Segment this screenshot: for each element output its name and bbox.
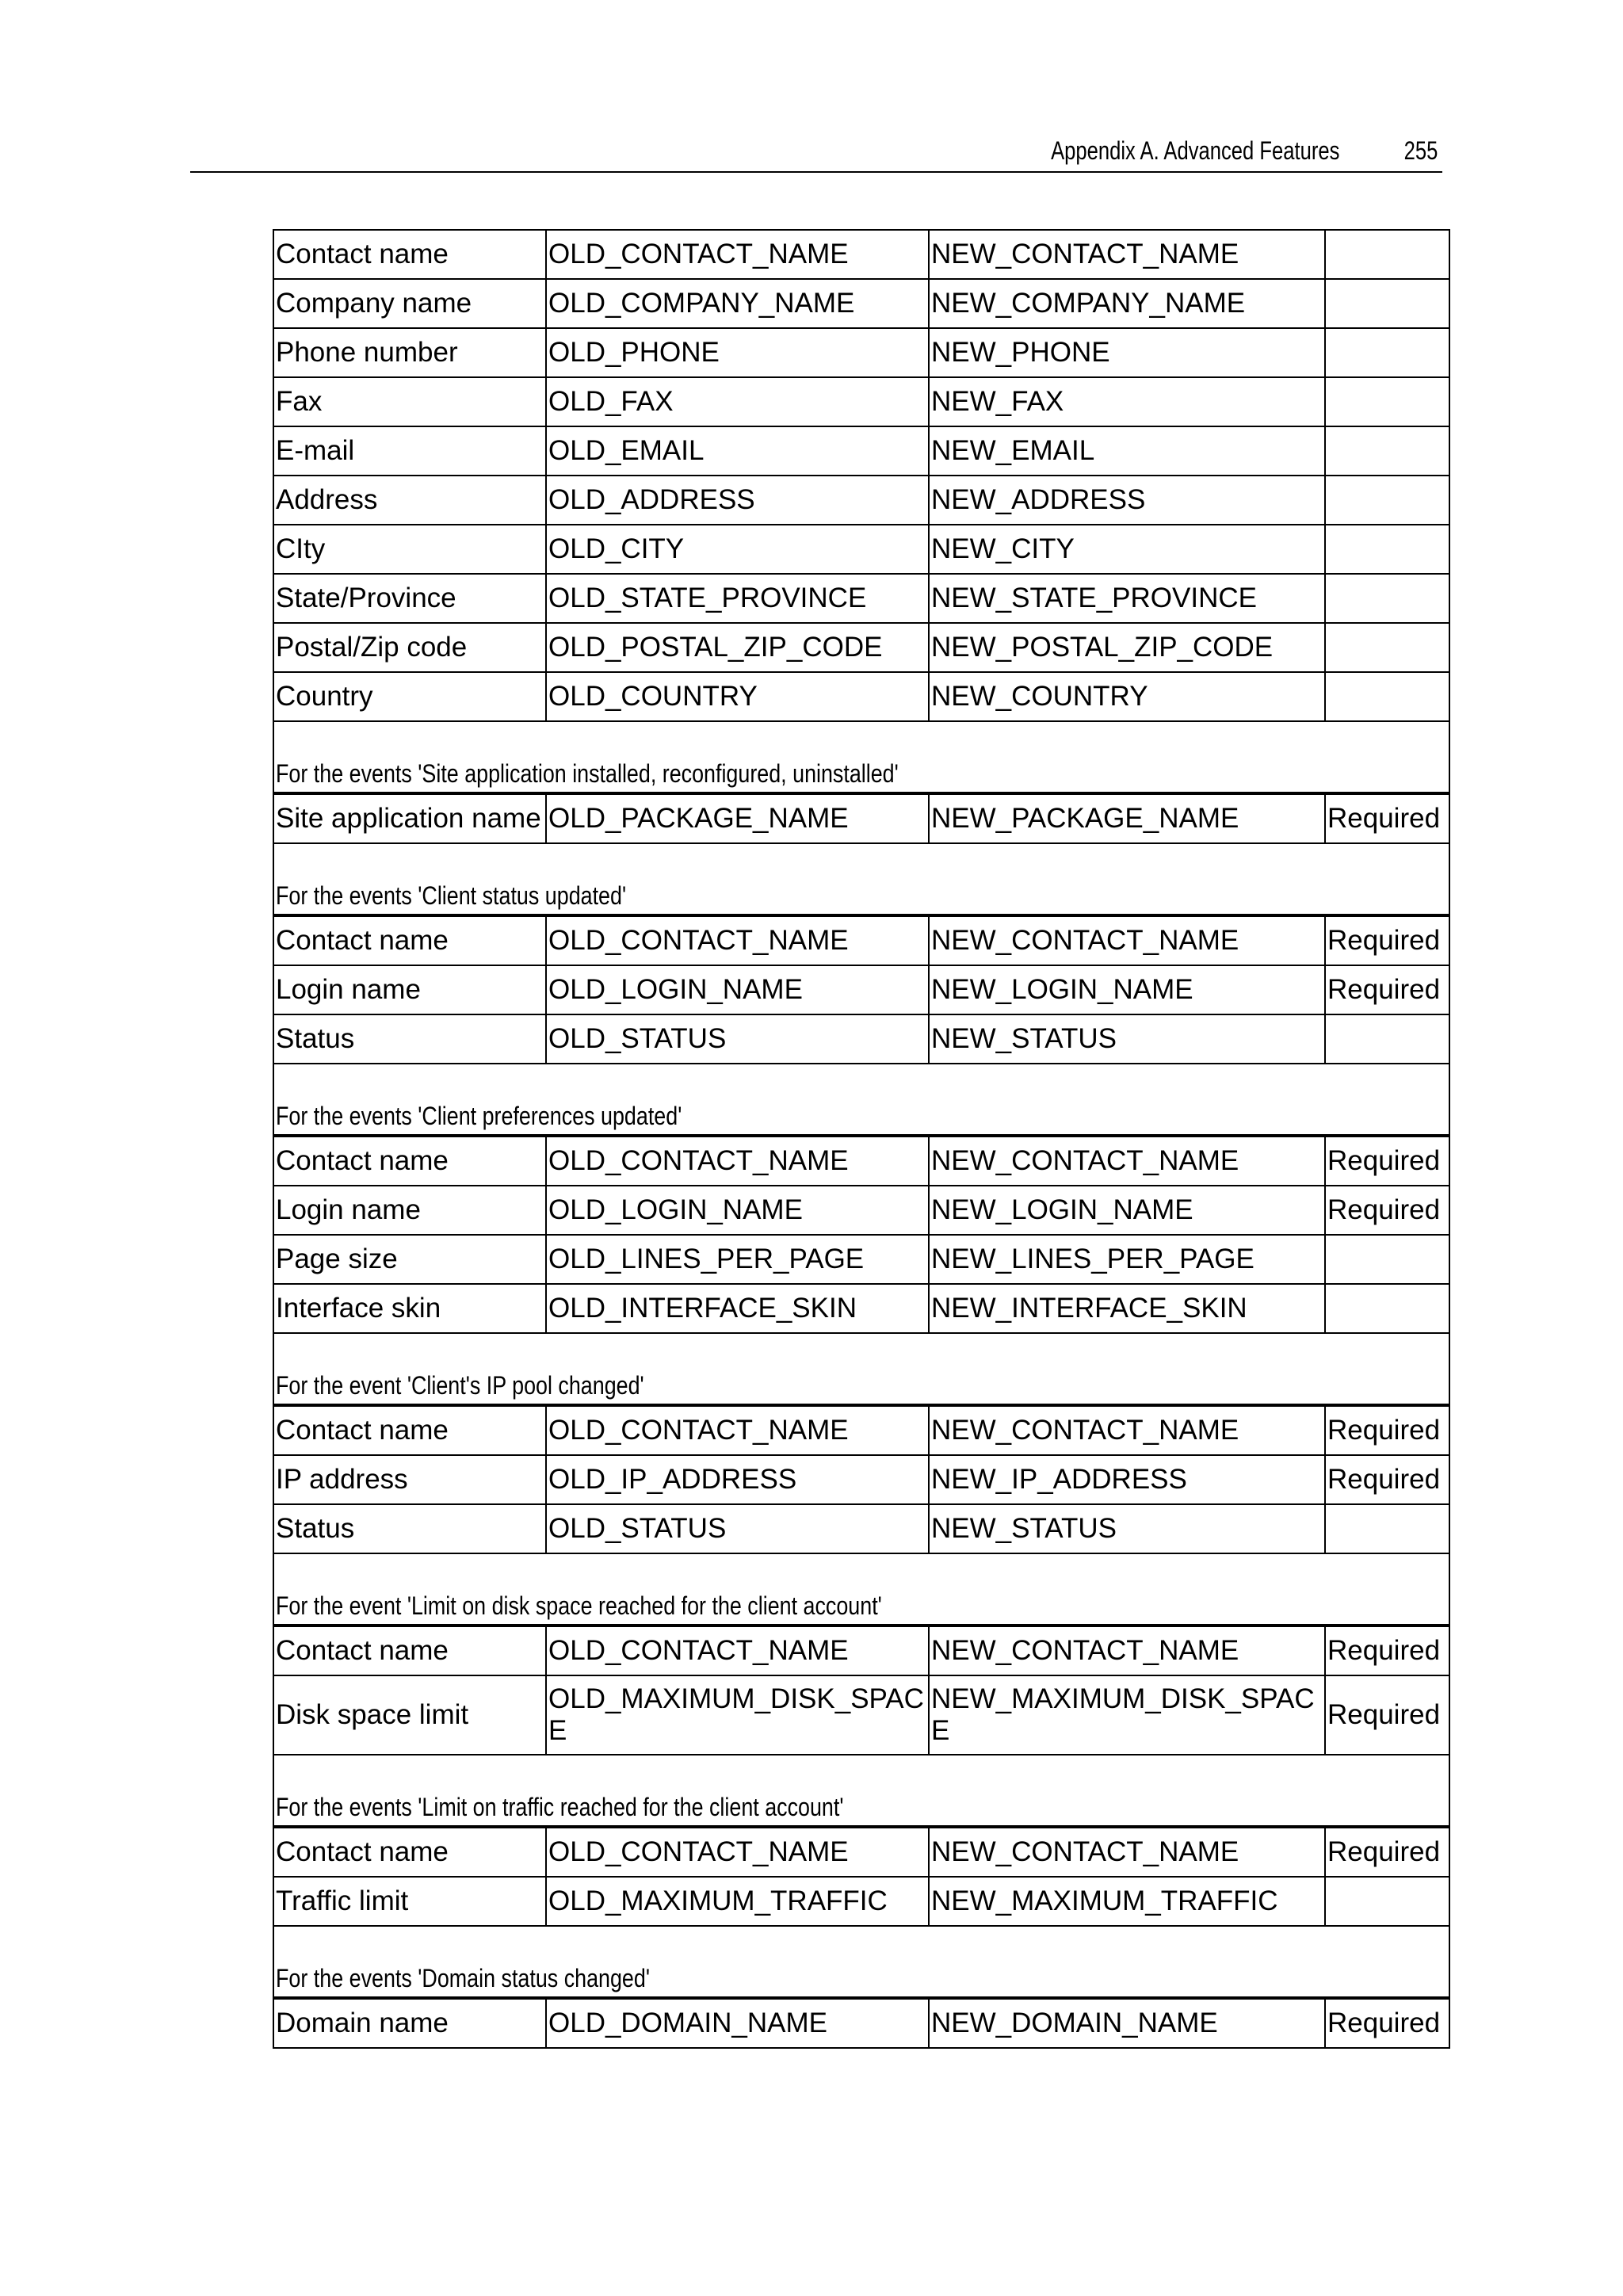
section-heading: For the events 'Site application installed, reconfigured, uninstalled' bbox=[276, 759, 899, 788]
section-heading: For the events 'Client status updated' bbox=[276, 881, 627, 910]
old-variable-cell: OLD_CONTACT_NAME bbox=[546, 915, 929, 965]
old-variable-cell: OLD_COUNTRY bbox=[546, 672, 929, 721]
required-cell bbox=[1325, 426, 1449, 476]
new-variable-cell: NEW_MAXIMUM_DISK_SPACE bbox=[929, 1675, 1325, 1755]
old-variable-cell: OLD_POSTAL_ZIP_CODE bbox=[546, 623, 929, 672]
new-variable-cell: NEW_LINES_PER_PAGE bbox=[929, 1235, 1325, 1284]
table-row bbox=[273, 1014, 1449, 1064]
field-label-cell: State/Province bbox=[273, 574, 546, 623]
field-label-cell: Contact name bbox=[273, 1405, 546, 1455]
new-variable-cell: NEW_INTERFACE_SKIN bbox=[929, 1284, 1325, 1333]
field-label-cell: E-mail bbox=[273, 426, 546, 476]
table-row bbox=[273, 965, 1449, 1014]
field-label-cell: Disk space limit bbox=[273, 1675, 546, 1755]
table-row bbox=[273, 377, 1449, 426]
required-cell: Required bbox=[1325, 1455, 1449, 1504]
parameter-table-body bbox=[273, 230, 1449, 2048]
table-row bbox=[273, 793, 1449, 843]
required-cell: Required bbox=[1325, 1136, 1449, 1186]
old-variable-cell: OLD_CONTACT_NAME bbox=[546, 230, 929, 279]
table-row bbox=[273, 279, 1449, 328]
table-row bbox=[273, 230, 1449, 279]
table-row bbox=[273, 1405, 1449, 1455]
new-variable-cell: NEW_COUNTRY bbox=[929, 672, 1325, 721]
required-cell bbox=[1325, 1235, 1449, 1284]
field-label-cell: Company name bbox=[273, 279, 546, 328]
new-variable-cell: NEW_STATUS bbox=[929, 1014, 1325, 1064]
page-header bbox=[190, 135, 1442, 173]
table-row bbox=[273, 1186, 1449, 1235]
field-label-cell: Login name bbox=[273, 965, 546, 1014]
table-row bbox=[273, 1235, 1449, 1284]
new-variable-cell: NEW_LOGIN_NAME bbox=[929, 1186, 1325, 1235]
new-variable-cell: NEW_DOMAIN_NAME bbox=[929, 1998, 1325, 2048]
field-label-cell: Status bbox=[273, 1014, 546, 1064]
required-cell bbox=[1325, 1014, 1449, 1064]
section-heading-row bbox=[273, 1755, 1449, 1827]
section-heading-row bbox=[273, 721, 1449, 793]
required-cell: Required bbox=[1325, 1626, 1449, 1675]
old-variable-cell: OLD_IP_ADDRESS bbox=[546, 1455, 929, 1504]
header-title: Appendix A. Advanced Features bbox=[1050, 136, 1339, 165]
old-variable-cell: OLD_DOMAIN_NAME bbox=[546, 1998, 929, 2048]
table-row bbox=[273, 1136, 1449, 1186]
old-variable-cell: OLD_STATUS bbox=[546, 1504, 929, 1553]
required-cell bbox=[1325, 525, 1449, 574]
table-row bbox=[273, 1675, 1449, 1755]
old-variable-cell: OLD_COMPANY_NAME bbox=[546, 279, 929, 328]
old-variable-cell: OLD_STATE_PROVINCE bbox=[546, 574, 929, 623]
section-heading-row bbox=[273, 1553, 1449, 1626]
field-label-cell: Postal/Zip code bbox=[273, 623, 546, 672]
new-variable-cell: NEW_CONTACT_NAME bbox=[929, 1405, 1325, 1455]
new-variable-cell: NEW_EMAIL bbox=[929, 426, 1325, 476]
table-row bbox=[273, 426, 1449, 476]
new-variable-cell: NEW_MAXIMUM_TRAFFIC bbox=[929, 1877, 1325, 1926]
new-variable-cell: NEW_IP_ADDRESS bbox=[929, 1455, 1325, 1504]
old-variable-cell: OLD_PHONE bbox=[546, 328, 929, 377]
required-cell bbox=[1325, 476, 1449, 525]
required-cell bbox=[1325, 574, 1449, 623]
section-heading: For the events 'Client preferences updated' bbox=[276, 1102, 682, 1130]
required-cell bbox=[1325, 230, 1449, 279]
required-cell: Required bbox=[1325, 915, 1449, 965]
field-label-cell: CIty bbox=[273, 525, 546, 574]
field-label-cell: Domain name bbox=[273, 1998, 546, 2048]
field-label-cell: Interface skin bbox=[273, 1284, 546, 1333]
field-label-cell: Traffic limit bbox=[273, 1877, 546, 1926]
required-cell bbox=[1325, 377, 1449, 426]
new-variable-cell: NEW_ADDRESS bbox=[929, 476, 1325, 525]
table-row bbox=[273, 1504, 1449, 1553]
old-variable-cell: OLD_MAXIMUM_DISK_SPACE bbox=[546, 1675, 929, 1755]
required-cell bbox=[1325, 328, 1449, 377]
old-variable-cell: OLD_LINES_PER_PAGE bbox=[546, 1235, 929, 1284]
old-variable-cell: OLD_STATUS bbox=[546, 1014, 929, 1064]
section-heading-cell bbox=[273, 1333, 1449, 1405]
table-row bbox=[273, 1455, 1449, 1504]
old-variable-cell: OLD_INTERFACE_SKIN bbox=[546, 1284, 929, 1333]
field-label-cell: Address bbox=[273, 476, 546, 525]
field-label-cell: Login name bbox=[273, 1186, 546, 1235]
new-variable-cell: NEW_POSTAL_ZIP_CODE bbox=[929, 623, 1325, 672]
table-row bbox=[273, 1827, 1449, 1877]
required-cell: Required bbox=[1325, 965, 1449, 1014]
required-cell: Required bbox=[1325, 1675, 1449, 1755]
old-variable-cell: OLD_LOGIN_NAME bbox=[546, 965, 929, 1014]
section-heading-cell bbox=[273, 721, 1449, 793]
field-label-cell: Site application name bbox=[273, 793, 546, 843]
field-label-cell: Contact name bbox=[273, 915, 546, 965]
required-cell: Required bbox=[1325, 1186, 1449, 1235]
field-label-cell: Country bbox=[273, 672, 546, 721]
table-row bbox=[273, 623, 1449, 672]
new-variable-cell: NEW_LOGIN_NAME bbox=[929, 965, 1325, 1014]
field-label-cell: Contact name bbox=[273, 1136, 546, 1186]
required-cell: Required bbox=[1325, 1827, 1449, 1877]
section-heading-cell bbox=[273, 1755, 1449, 1827]
old-variable-cell: OLD_ADDRESS bbox=[546, 476, 929, 525]
section-heading-cell bbox=[273, 1064, 1449, 1136]
parameter-table bbox=[273, 229, 1450, 2049]
new-variable-cell: NEW_CITY bbox=[929, 525, 1325, 574]
required-cell bbox=[1325, 279, 1449, 328]
field-label-cell: Page size bbox=[273, 1235, 546, 1284]
section-heading: For the events 'Domain status changed' bbox=[276, 1964, 650, 1992]
required-cell bbox=[1325, 1504, 1449, 1553]
new-variable-cell: NEW_CONTACT_NAME bbox=[929, 1136, 1325, 1186]
new-variable-cell: NEW_CONTACT_NAME bbox=[929, 1626, 1325, 1675]
table-row bbox=[273, 1998, 1449, 2048]
new-variable-cell: NEW_CONTACT_NAME bbox=[929, 230, 1325, 279]
section-heading: For the event 'Client's IP pool changed' bbox=[276, 1371, 644, 1400]
new-variable-cell: NEW_FAX bbox=[929, 377, 1325, 426]
required-cell bbox=[1325, 623, 1449, 672]
field-label-cell: IP address bbox=[273, 1455, 546, 1504]
table-row bbox=[273, 525, 1449, 574]
required-cell bbox=[1325, 672, 1449, 721]
section-heading: For the event 'Limit on disk space reached for the client account' bbox=[276, 1591, 882, 1620]
table-row bbox=[273, 476, 1449, 525]
field-label-cell: Phone number bbox=[273, 328, 546, 377]
field-label-cell: Status bbox=[273, 1504, 546, 1553]
old-variable-cell: OLD_PACKAGE_NAME bbox=[546, 793, 929, 843]
old-variable-cell: OLD_MAXIMUM_TRAFFIC bbox=[546, 1877, 929, 1926]
old-variable-cell: OLD_CITY bbox=[546, 525, 929, 574]
table-row bbox=[273, 915, 1449, 965]
section-heading-row bbox=[273, 843, 1449, 915]
field-label-cell: Contact name bbox=[273, 1626, 546, 1675]
section-heading-row bbox=[273, 1333, 1449, 1405]
section-heading-row bbox=[273, 1064, 1449, 1136]
table-row bbox=[273, 672, 1449, 721]
section-heading-cell bbox=[273, 1926, 1449, 1998]
field-label-cell: Contact name bbox=[273, 230, 546, 279]
table-row bbox=[273, 1877, 1449, 1926]
old-variable-cell: OLD_EMAIL bbox=[546, 426, 929, 476]
required-cell: Required bbox=[1325, 1998, 1449, 2048]
new-variable-cell: NEW_CONTACT_NAME bbox=[929, 915, 1325, 965]
required-cell: Required bbox=[1325, 1405, 1449, 1455]
page-number: 255 bbox=[1403, 136, 1438, 165]
new-variable-cell: NEW_STATE_PROVINCE bbox=[929, 574, 1325, 623]
field-label-cell: Contact name bbox=[273, 1827, 546, 1877]
new-variable-cell: NEW_PHONE bbox=[929, 328, 1325, 377]
table-row bbox=[273, 1284, 1449, 1333]
required-cell: Required bbox=[1325, 793, 1449, 843]
old-variable-cell: OLD_FAX bbox=[546, 377, 929, 426]
section-heading-cell bbox=[273, 1553, 1449, 1626]
field-label-cell: Fax bbox=[273, 377, 546, 426]
new-variable-cell: NEW_CONTACT_NAME bbox=[929, 1827, 1325, 1877]
table-row bbox=[273, 574, 1449, 623]
section-heading: For the events 'Limit on traffic reached for the client account' bbox=[276, 1793, 844, 1821]
required-cell bbox=[1325, 1284, 1449, 1333]
old-variable-cell: OLD_CONTACT_NAME bbox=[546, 1405, 929, 1455]
new-variable-cell: NEW_STATUS bbox=[929, 1504, 1325, 1553]
old-variable-cell: OLD_CONTACT_NAME bbox=[546, 1626, 929, 1675]
old-variable-cell: OLD_LOGIN_NAME bbox=[546, 1186, 929, 1235]
section-heading-cell bbox=[273, 843, 1449, 915]
old-variable-cell: OLD_CONTACT_NAME bbox=[546, 1827, 929, 1877]
section-heading-row bbox=[273, 1926, 1449, 1998]
new-variable-cell: NEW_PACKAGE_NAME bbox=[929, 793, 1325, 843]
table-row bbox=[273, 1626, 1449, 1675]
new-variable-cell: NEW_COMPANY_NAME bbox=[929, 279, 1325, 328]
old-variable-cell: OLD_CONTACT_NAME bbox=[546, 1136, 929, 1186]
required-cell bbox=[1325, 1877, 1449, 1926]
table-row bbox=[273, 328, 1449, 377]
